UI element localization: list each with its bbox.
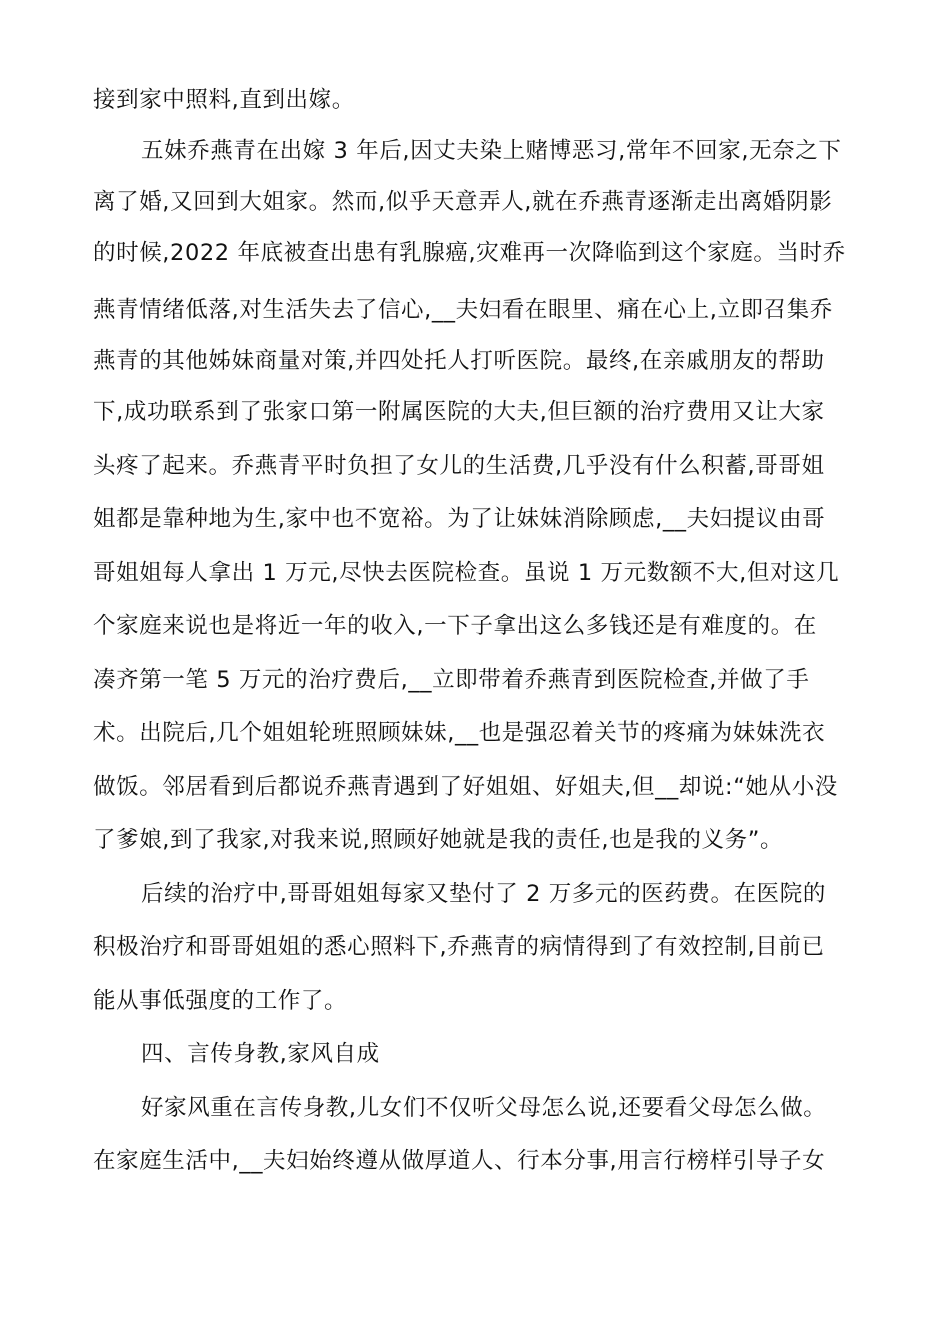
text-line: 在家庭生活中,__夫妇始终遵从做厚道人、行本分事,用言行榜样引导子女 [93,1148,826,1174]
text-line: 头疼了起来。乔燕青平时负担了女儿的生活费,几乎没有什么积蓄,哥哥姐 [93,453,825,479]
text-line: 个家庭来说也是将近一年的收入,一下子拿出这么多钱还是有难度的。在 [93,613,817,639]
text-line: 下,成功联系到了张家口第一附属医院的大夫,但巨额的治疗费用又让大家 [93,399,825,425]
text-line: 哥姐姐每人拿出 1 万元,尽快去医院检查。虽说 1 万元数额不大,但对这几 [93,560,840,586]
text-line: 能从事低强度的工作了。 [93,988,348,1014]
text-line: 的时候,2022 年底被查出患有乳腺癌,灾难再一次降临到这个家庭。当时乔 [93,240,846,266]
paragraph-first-line: 五妹乔燕青在出嫁 3 年后,因丈夫染上赌博恶习,常年不回家,无奈之下 [141,138,842,164]
text-line: 接到家中照料,直到出嫁。 [93,87,355,113]
text-line: 做饭。邻居看到后都说乔燕青遇到了好姐姐、好姐夫,但__却说:“她从小没 [93,774,838,800]
text-line: 术。出院后,几个姐姐轮班照顾妹妹,__也是强忍着关节的疼痛为妹妹洗衣 [93,720,826,746]
text-line: 了爹娘,到了我家,对我来说,照顾好她就是我的责任,也是我的义务”。 [93,827,784,853]
text-line: 积极治疗和哥哥姐姐的悉心照料下,乔燕青的病情得到了有效控制,目前已 [93,934,825,960]
text-line: 燕青的其他姊妹商量对策,并四处托人打听医院。最终,在亲戚朋友的帮助 [93,348,825,374]
paragraph-first-line: 好家风重在言传身教,儿女们不仅听父母怎么说,还要看父母怎么做。 [141,1095,827,1121]
text-line: 燕青情绪低落,对生活失去了信心,__夫妇看在眼里、痛在心上,立即召集乔 [93,297,833,323]
text-line: 凑齐第一笔 5 万元的治疗费后,__立即带着乔燕青到医院检查,并做了手 [93,667,810,693]
text-line: 姐都是靠种地为生,家中也不宽裕。为了让妹妹消除顾虑,__夫妇提议由哥 [93,506,826,532]
text-line: 离了婚,又回到大姐家。然而,似乎天意弄人,就在乔燕青逐渐走出离婚阴影 [93,189,833,215]
paragraph-first-line: 后续的治疗中,哥哥姐姐每家又垫付了 2 万多元的医药费。在医院的 [141,881,826,907]
section-heading: 四、言传身教,家风自成 [141,1041,380,1067]
